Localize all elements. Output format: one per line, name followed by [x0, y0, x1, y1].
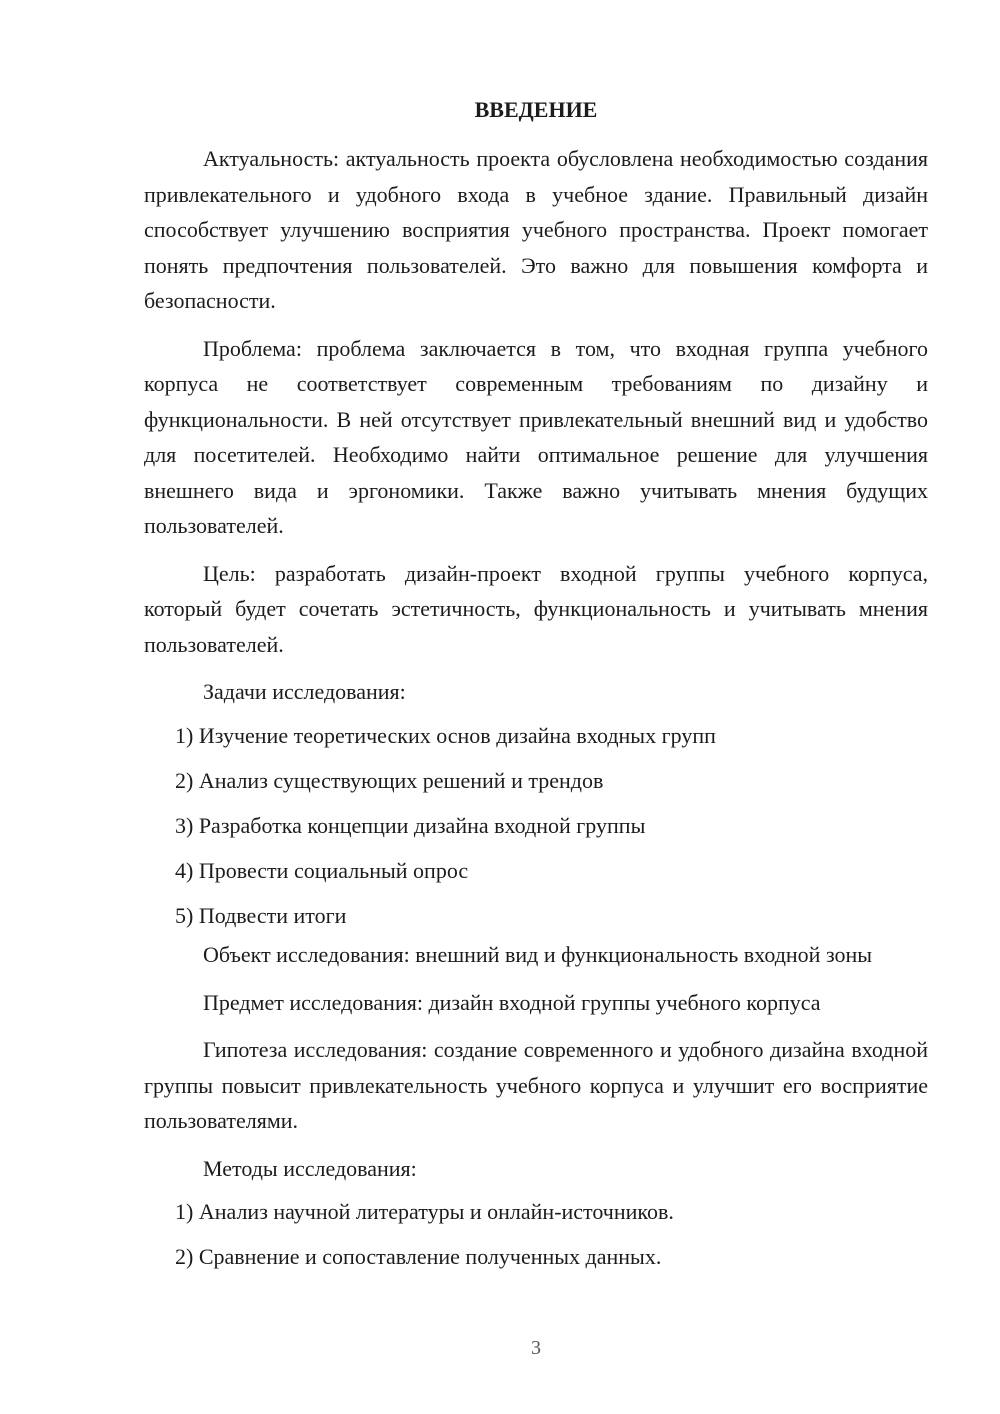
list-item: 3) Разработка концепции дизайна входной группы	[175, 812, 646, 838]
subject-paragraph: Предмет исследования: дизайн входной группы учебного корпуса	[203, 989, 821, 1015]
methods-heading: Методы исследования:	[203, 1155, 417, 1181]
list-item: 1) Изучение теоретических основ дизайна входных групп	[175, 722, 716, 748]
list-item: 2) Сравнение и сопоставление полученных данных.	[175, 1244, 662, 1269]
problem-paragraph: Проблема: проблема заключается в том, что входная группа учебного корпуса не соответствует современным требованиям по дизайну и функциональности. В ней отсутствует привлекательный внешний вид и удобство для посетителей. Необходимо найти оптимальное решение для улучшения внешнего вида и эргономики. Также важно учитывать мнения будущих пользователей.	[144, 335, 928, 538]
object-paragraph: Объект исследования: внешний вид и функциональность входной зоны	[203, 942, 873, 967]
tasks-list	[144, 718, 928, 934]
page-number: 3	[531, 1337, 541, 1359]
tasks-heading: Задачи исследования:	[203, 679, 406, 704]
hypothesis-paragraph: Гипотеза исследования: создание современного и удобного дизайна входной группы повысит привлекательность учебного корпуса и улучшит его восприятие пользователями.	[144, 1037, 928, 1133]
section-title: ВВЕДЕНИЕ	[474, 97, 598, 122]
list-item: 4) Провести социальный опрос	[175, 857, 469, 883]
list-item: 2) Анализ существующих решений и трендов	[175, 767, 604, 793]
methods-list	[144, 1194, 928, 1275]
goal-paragraph: Цель: разработать дизайн-проект входной группы учебного корпуса, который будет сочетать эстетичность, функциональность и учитывать мнения пользователей.	[144, 560, 928, 657]
list-item: 1) Анализ научной литературы и онлайн-источников.	[175, 1199, 674, 1224]
text-column	[144, 92, 928, 1284]
list-item: 5) Подвести итоги	[175, 902, 347, 928]
relevance-paragraph: Актуальность: актуальность проекта обусловлена необходимостью создания привлекательного и удобного входа в учебное здание. Правильный дизайн способствует улучшению восприятия учебного пространства. Проект помогает понять предпочтения пользователей. Это важно для повышения комфорта и безопасности.	[144, 146, 928, 313]
